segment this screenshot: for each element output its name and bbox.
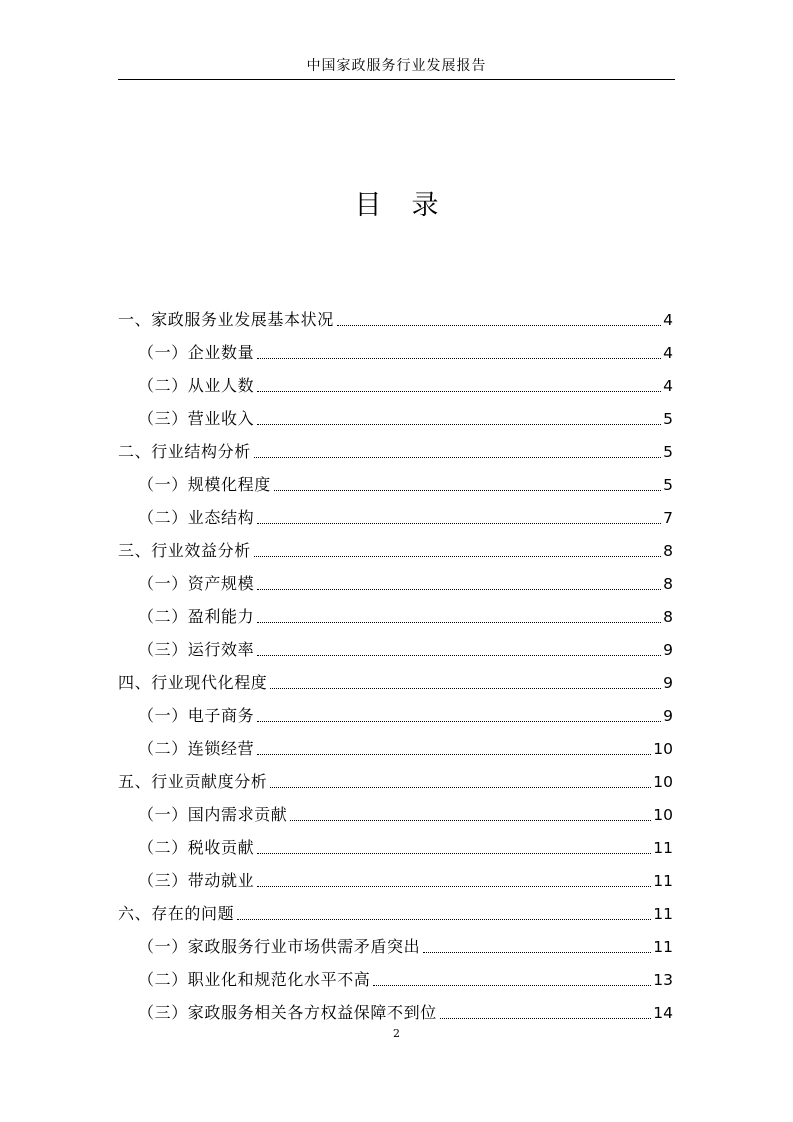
- dot-leader: [257, 886, 651, 887]
- dot-leader: [237, 919, 651, 920]
- toc-entry-text: （二）业态结构: [138, 508, 255, 527]
- toc-entry[interactable]: [118, 331, 673, 364]
- toc-entry-page: 7: [663, 509, 673, 527]
- dot-leader: [254, 457, 661, 458]
- toc-entry-text: （一）电子商务: [138, 706, 255, 725]
- toc-entry-page: 11: [653, 905, 673, 923]
- dot-leader: [423, 952, 651, 953]
- toc-entry-text: 四、行业现代化程度: [118, 673, 268, 692]
- toc-entry-text: （一）资产规模: [138, 574, 255, 593]
- dot-leader: [274, 490, 661, 491]
- toc-entry-page: 4: [663, 377, 673, 395]
- toc-entry[interactable]: [118, 397, 673, 430]
- toc-entry-text: （二）从业人数: [138, 376, 255, 395]
- dot-leader: [257, 424, 661, 425]
- toc-entry-text: （二）盈利能力: [138, 607, 255, 626]
- toc-entry[interactable]: [118, 661, 673, 694]
- toc-entry-text: （一）企业数量: [138, 343, 255, 362]
- toc-entry[interactable]: [118, 628, 673, 661]
- toc-entry-page: 9: [663, 707, 673, 725]
- toc-entry[interactable]: [118, 463, 673, 496]
- dot-leader: [440, 1018, 651, 1019]
- toc-entry-page: 11: [653, 872, 673, 890]
- dot-leader: [257, 523, 661, 524]
- toc-entry[interactable]: [118, 727, 673, 760]
- toc-entry[interactable]: [118, 760, 673, 793]
- toc-entry[interactable]: [118, 529, 673, 562]
- toc-entry[interactable]: [118, 958, 673, 991]
- toc-entry-page: 9: [663, 674, 673, 692]
- toc-entry-text: （三）带动就业: [138, 871, 255, 890]
- toc-entry-text: 六、存在的问题: [118, 904, 235, 923]
- dot-leader: [290, 820, 651, 821]
- toc-entry-text: （一）国内需求贡献: [138, 805, 288, 824]
- dot-leader: [373, 985, 651, 986]
- toc-entry-text: （二）连锁经营: [138, 739, 255, 758]
- toc-entry[interactable]: [118, 430, 673, 463]
- dot-leader: [257, 622, 661, 623]
- toc-entry-text: 五、行业贡献度分析: [118, 772, 268, 791]
- toc-entry[interactable]: [118, 925, 673, 958]
- toc-entry-page: 11: [653, 839, 673, 857]
- toc-entry-text: （二）职业化和规范化水平不高: [138, 970, 371, 989]
- dot-leader: [257, 358, 661, 359]
- header-divider: [118, 79, 675, 80]
- toc-entry[interactable]: [118, 859, 673, 892]
- dot-leader: [257, 721, 661, 722]
- dot-leader: [257, 655, 661, 656]
- toc-entry-page: 14: [653, 1004, 673, 1022]
- toc-entry-page: 4: [663, 311, 673, 329]
- toc-entry[interactable]: [118, 892, 673, 925]
- toc-entry-page: 5: [663, 443, 673, 461]
- toc-entry[interactable]: [118, 562, 673, 595]
- dot-leader: [257, 589, 661, 590]
- toc-entry-page: 10: [653, 740, 673, 758]
- toc-entry[interactable]: [118, 991, 673, 1024]
- toc-entry-page: 8: [663, 608, 673, 626]
- toc-entry[interactable]: [118, 364, 673, 397]
- dot-leader: [270, 688, 661, 689]
- dot-leader: [257, 391, 661, 392]
- dot-leader: [337, 325, 661, 326]
- dot-leader: [257, 754, 651, 755]
- toc-entry-text: （三）营业收入: [138, 409, 255, 428]
- page-number: 2: [393, 1027, 400, 1040]
- toc-entry-text: 二、行业结构分析: [118, 442, 251, 461]
- toc-entry[interactable]: [118, 826, 673, 859]
- running-header: 中国家政服务行业发展报告: [306, 58, 487, 74]
- dot-leader: [254, 556, 661, 557]
- toc-entry-page: 10: [653, 773, 673, 791]
- toc-entry-page: 10: [653, 806, 673, 824]
- toc-entry-text: 一、家政服务业发展基本状况: [118, 310, 334, 329]
- toc-entry-page: 9: [663, 641, 673, 659]
- toc-entry-text: （三）运行效率: [138, 640, 255, 659]
- toc-entry[interactable]: [118, 496, 673, 529]
- toc-entry-page: 11: [653, 938, 673, 956]
- dot-leader: [257, 853, 651, 854]
- toc-entry[interactable]: [118, 793, 673, 826]
- toc-entry-text: 三、行业效益分析: [118, 541, 251, 560]
- toc-entry-page: 5: [663, 476, 673, 494]
- dot-leader: [270, 787, 651, 788]
- toc-entry-page: 8: [663, 575, 673, 593]
- toc-entry-page: 13: [653, 971, 673, 989]
- toc-entry-page: 8: [663, 542, 673, 560]
- toc-entry[interactable]: [118, 298, 673, 331]
- toc-entry-text: （一）家政服务行业市场供需矛盾突出: [138, 937, 421, 956]
- toc-entry-text: （三）家政服务相关各方权益保障不到位: [138, 1003, 437, 1022]
- toc-entry[interactable]: [118, 694, 673, 727]
- toc-entry[interactable]: [118, 595, 673, 628]
- toc-entry-page: 5: [663, 410, 673, 428]
- toc-entry-page: 4: [663, 344, 673, 362]
- toc-entry-text: （二）税收贡献: [138, 838, 255, 857]
- toc-entry-text: （一）规模化程度: [138, 475, 271, 494]
- toc-title: 目录: [354, 190, 469, 221]
- table-of-contents: [118, 298, 673, 1024]
